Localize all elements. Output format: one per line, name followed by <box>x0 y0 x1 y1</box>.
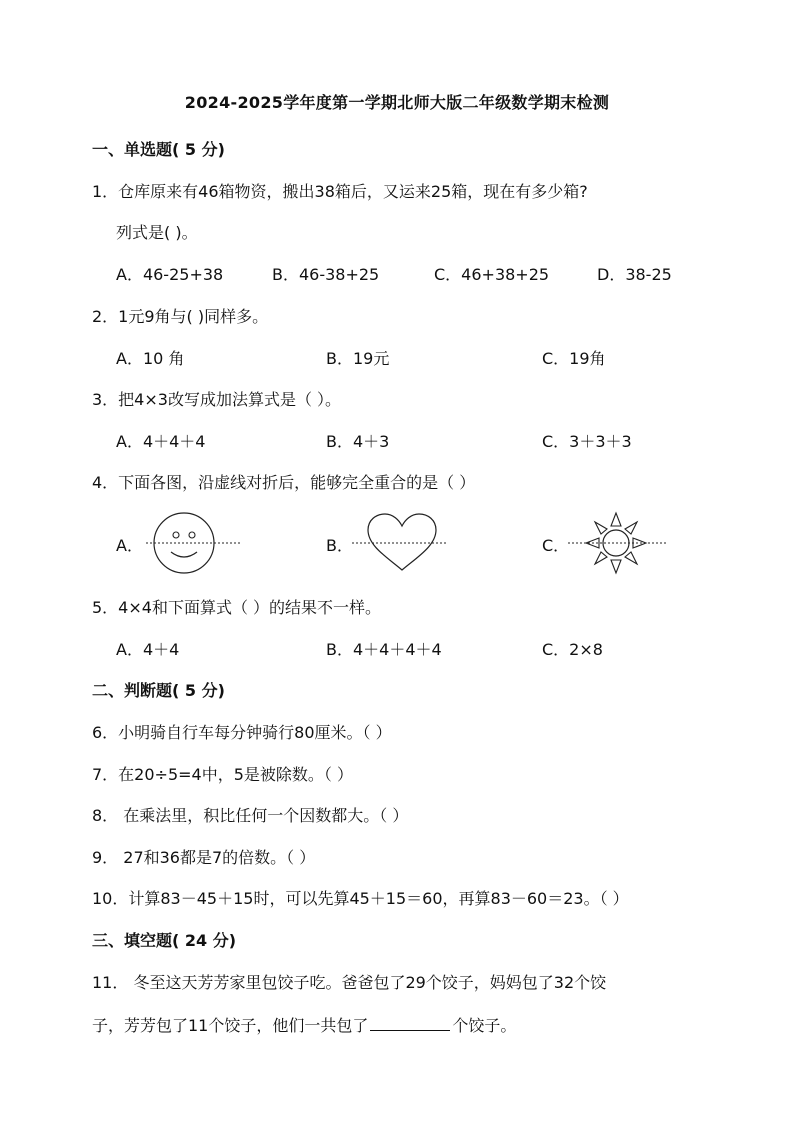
question-3-text: 3．把4×3改写成加法算式是（ ）。 <box>92 390 342 409</box>
question-11-text-before-blank: 子，芳芳包了11个饺子，他们一共包了 <box>92 1016 369 1035</box>
question-1-text-line2: 列式是( )。 <box>116 223 198 242</box>
question-3-option-a[interactable]: A．4＋4＋4 <box>116 432 206 451</box>
question-4-option-a[interactable]: A． <box>116 536 143 555</box>
question-5-option-a[interactable]: A．4＋4 <box>116 640 180 659</box>
sun-icon <box>566 510 670 576</box>
question-3-option-b[interactable]: B．4＋3 <box>326 432 390 451</box>
answer-blank[interactable] <box>370 1014 450 1031</box>
question-1-option-c[interactable]: C．46+38+25 <box>434 265 550 284</box>
question-1-text: 1．仓库原来有46箱物资，搬出38箱后，又运来25箱，现在有多少箱? <box>92 182 588 201</box>
question-4-text: 4．下面各图，沿虚线对折后，能够完全重合的是（ ） <box>92 473 476 492</box>
question-11-text-after-blank: 个饺子。 <box>452 1016 517 1035</box>
question-8-text: 8． 在乘法里，积比任何一个因数都大。（ ） <box>92 806 409 825</box>
question-7-text: 7．在20÷5=4中，5是被除数。（ ） <box>92 765 353 784</box>
heart-icon <box>348 510 458 576</box>
section-heading-fill-in: 三、填空题( 24 分) <box>92 931 237 950</box>
section-heading-true-false: 二、判断题( 5 分) <box>92 681 225 700</box>
section-heading-single-choice: 一、单选题( 5 分) <box>92 140 225 159</box>
question-5-option-b[interactable]: B．4＋4＋4＋4 <box>326 640 442 659</box>
question-1-option-a[interactable]: A．46-25+38 <box>116 265 224 284</box>
question-2-option-a[interactable]: A．10 角 <box>116 349 185 368</box>
question-6-text: 6．小明骑自行车每分钟骑行80厘米。（ ） <box>92 723 392 742</box>
question-2-text: 2．1元9角与( )同样多。 <box>92 307 269 326</box>
question-2-option-c[interactable]: C．19角 <box>542 349 606 368</box>
question-4-option-b[interactable]: B． <box>326 536 353 555</box>
question-11-text-line2 <box>92 1013 516 1036</box>
question-3-option-c[interactable]: C．3＋3＋3 <box>542 432 632 451</box>
question-9-text: 9． 27和36都是7的倍数。（ ） <box>92 848 316 867</box>
question-4-option-c[interactable]: C． <box>542 536 570 555</box>
question-11-text: 11． 冬至这天芳芳家里包饺子吃。爸爸包了29个饺子，妈妈包了32个饺 <box>92 973 607 992</box>
smiley-face-icon <box>140 510 250 576</box>
question-2-option-b[interactable]: B．19元 <box>326 349 390 368</box>
page-title: 2024-2025学年度第一学期北师大版二年级数学期末检测 <box>184 93 610 112</box>
question-5-option-c[interactable]: C．2×8 <box>542 640 603 659</box>
question-5-text: 5．4×4和下面算式（ ）的结果不一样。 <box>92 598 382 617</box>
question-1-option-d[interactable]: D．38-25 <box>597 265 672 284</box>
question-10-text: 10．计算83－45＋15时，可以先算45＋15＝60，再算83－60＝23。（ ） <box>92 889 629 908</box>
question-1-option-b[interactable]: B．46-38+25 <box>272 265 380 284</box>
